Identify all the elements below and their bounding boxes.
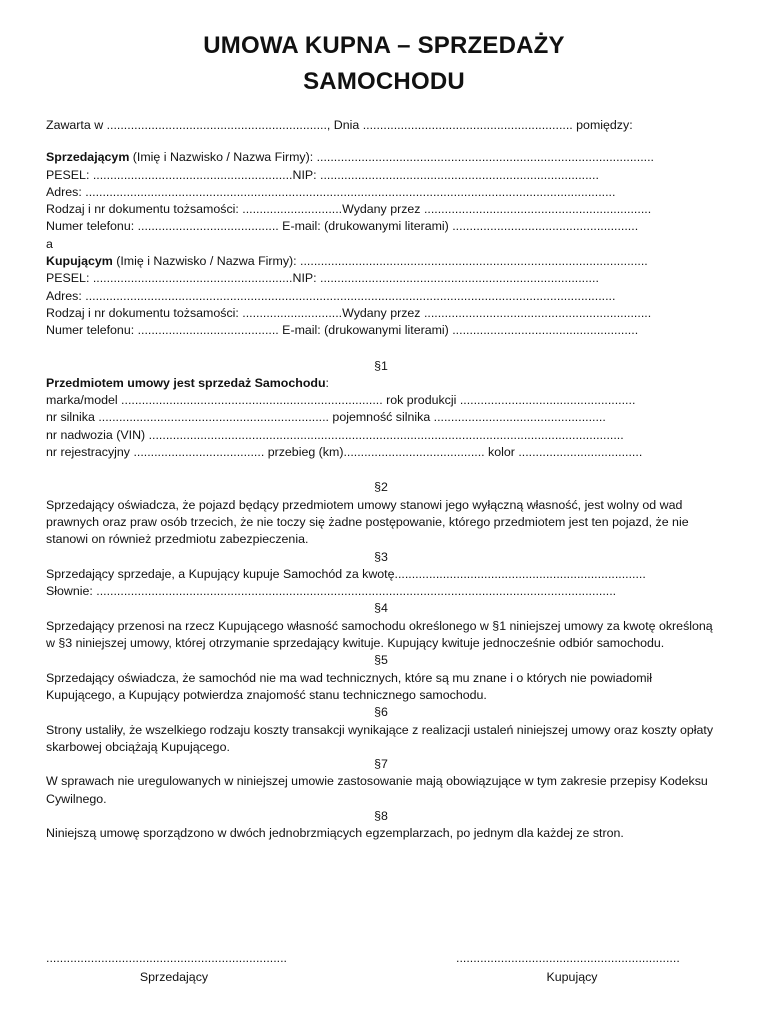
registration-mileage-color-line: nr rejestracyjny ...................................... przebieg (km)......................................... kolor .................................... [46, 445, 643, 460]
section-1-subject: Przedmiotem umowy jest sprzedaż Samochodu [46, 375, 326, 390]
contract-body [46, 117, 716, 843]
buyer-name-field: (Imię i Nazwisko / Nazwa Firmy): ..................................................................................................... [112, 254, 648, 269]
seller-signature-label: Sprzedający [139, 970, 209, 985]
buyer-phone-email-line: Numer telefonu: ......................................... E-mail: (drukowanymi literami) ...................................................... [46, 323, 639, 338]
seller-id-document-line: Rodzaj i nr dokumentu tożsamości: .............................Wydany przez .................................................................. [46, 202, 652, 217]
section-6-heading: §6 [374, 705, 388, 720]
section-2-heading: §2 [374, 480, 388, 495]
vin-line: nr nadwozia (VIN) .......................................................................................................................................... [46, 427, 624, 442]
section-1-intro [46, 375, 716, 392]
section-1-colon: : [325, 375, 329, 390]
section-8-text: Niniejszą umowę sporządzono w dwóch jednobrzmiących egzemplarzach, po jednym dla każdej ze stron. [46, 826, 624, 841]
seller-phone-email-line: Numer telefonu: ......................................... E-mail: (drukowanymi literami) ...................................................... [46, 219, 639, 234]
section-8-heading: §8 [374, 808, 388, 823]
buyer-name-line [46, 253, 716, 270]
section-1-heading: §1 [374, 358, 388, 373]
buyer-signature-line: ................................................................. [456, 951, 680, 965]
section-3-in-words-line: Słownie: ....................................................................................................................................................... [46, 584, 617, 599]
intro-line: Zawarta w ................................................................, Dnia ............................................................. pomiędzy: [46, 118, 633, 132]
seller-address-line: Adres: .......................................................................................................................................................... [46, 184, 616, 199]
section-7-heading: §7 [374, 757, 388, 772]
section-7-text: W sprawach nie uregulowanych w niniejszej umowie zastosowanie mają obowiązujące w tym zakresie przepisy Kodeksu Cywilnego. [46, 774, 708, 806]
seller-signature-block [46, 950, 302, 987]
document-title-line-1: UMOWA KUPNA – SPRZEDAŻY [203, 32, 565, 59]
buyer-pesel-nip-line: PESEL: ..........................................................NIP: ................................................................................. [46, 271, 599, 286]
section-5-text: Sprzedający oświadcza, że samochód nie ma wad technicznych, które są mu znane i o których nie powiadomił Kupującego, a Kupujący potwierdza znajomość stanu technicznego samochodu. [46, 670, 653, 702]
and-conjunction: a [46, 236, 53, 251]
section-3-price-line: Sprzedający sprzedaje, a Kupujący kupuje Samochód za kwotę......................................................................... [46, 566, 646, 581]
buyer-address-line: Adres: .......................................................................................................................................................... [46, 288, 616, 303]
buyer-signature-label: Kupujący [546, 970, 598, 985]
seller-name-field: (Imię i Nazwisko / Nazwa Firmy): .................................................................................................. [129, 150, 654, 165]
seller-label: Sprzedającym [46, 150, 130, 165]
section-3-heading: §3 [374, 549, 388, 564]
engine-line: nr silnika ................................................................... pojemność silnika .................................................. [46, 410, 606, 425]
seller-signature-line: ...................................................................... [46, 951, 287, 965]
buyer-label: Kupującym [46, 254, 113, 269]
section-4-heading: §4 [374, 601, 388, 616]
document-title-line-2: SAMOCHODU [303, 68, 465, 95]
section-4-text: Sprzedający przenosi na rzecz Kupującego własność samochodu określonego w §1 niniejszej umowy za kwotę określoną w §3 niniejszej umowy, której otrzymanie sprzedający kwituje. Kupujący kwituje jednocześnie odbiór samochodu. [46, 618, 713, 651]
seller-pesel-nip-line: PESEL: ..........................................................NIP: ................................................................................. [46, 167, 599, 182]
make-model-line: marka/model ............................................................................ rok produkcji ................................................... [46, 393, 636, 408]
section-6-text: Strony ustaliły, że wszelkiego rodzaju koszty transakcji wynikające z realizacji ustaleń niniejszej umowy oraz koszty opłaty skarbowej obciążają Kupującego. [46, 722, 714, 754]
buyer-id-document-line: Rodzaj i nr dokumentu tożsamości: .............................Wydany przez .................................................................. [46, 305, 652, 320]
section-2-text: Sprzedający oświadcza, że pojazd będący przedmiotem umowy stanowi jego wyłączną własność, jest wolny od wad prawnych oraz praw osób trzecich, że nie toczy się żadne postępowanie, którego przedmiotem jest ten pojazd, że nie stanowi on również przedmiotu zabezpieczenia. [46, 497, 689, 547]
buyer-signature-block [456, 950, 688, 987]
section-5-heading: §5 [374, 653, 388, 668]
seller-name-line [46, 149, 716, 166]
